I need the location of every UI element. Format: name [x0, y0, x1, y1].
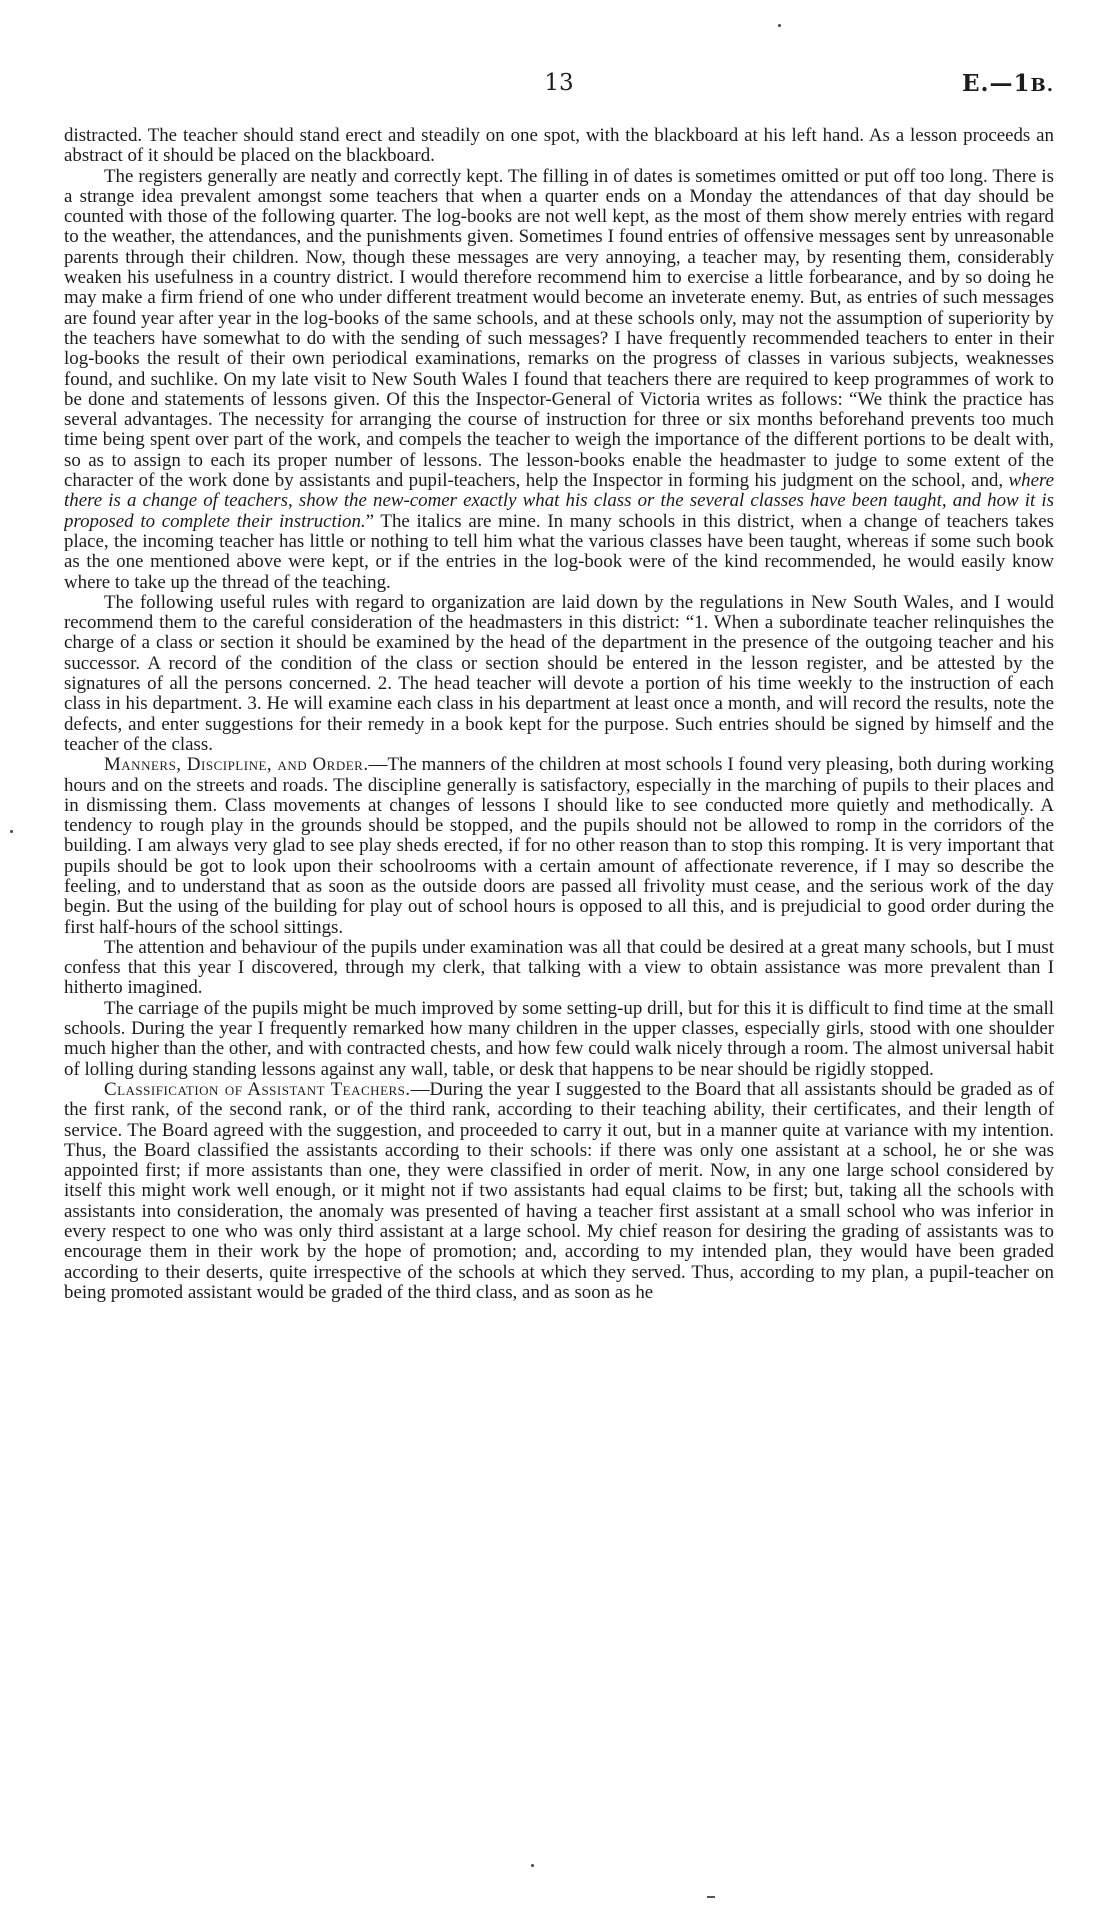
reference-prefix: E.—1 — [961, 70, 1031, 97]
paragraph-manners — [64, 755, 1054, 938]
paragraph-organization-rules — [64, 593, 1054, 755]
paragraph-continued — [64, 126, 1054, 167]
paragraph-text: The carriage of the pupils might be much improved by some setting-up drill, but for this it is difficult to find time at the small schools. During the year I frequently remarked how many children in the upper classes, especially girls, stood with one shoulder much higher than the other, and with contracted chests, and how few could walk nicely through a room. The almost universal habit of lolling during standing lessons against any wall, table, or desk that happens to be near should be rigidly stopped. — [64, 997, 1054, 1080]
section-heading: Manners, Discipline, and Order. — [104, 754, 369, 776]
paragraph-text: —During the year I suggested to the Board that all assistants should be graded as of the first rank, of the second rank, or of the third rank, according to their teaching ability, their certificates, and their length of service. The Board agreed with the suggestion, and proceeded to carry it out, but in a manner quite at variance with my intention. Thus, the Board classified the assistants according to their schools: if there was only one assistant at a school, he or she was appointed first; if more assistants than one, they were classified in order of merit. Now, in any one large school considered by itself this might work well enough, or it might not if two assistants had equal claims to be first; but, taking all the schools with assistants into consideration, the anomaly was presented of having a teacher first assistant at a small school who was inferior in every respect to one who was only third assistant at a large school. My chief reason for desiring the grading of assistants was to encourage them in their work by the hope of promotion; and, according to my intended plan, they would have been graded according to their deserts, quite irrespective of the schools at which they served. Thus, according to my plan, a pupil-teacher on being promoted assistant would be graded of the third class, and as soon as he — [64, 1078, 1054, 1303]
document-reference — [962, 70, 1054, 97]
paragraph-text: distracted. The teacher should stand erect and steadily on one spot, with the blackboard at his left hand. As a lesson proceeds an abstract of it should be placed on the blackboard. — [64, 126, 1054, 167]
scan-speck — [10, 830, 13, 833]
scan-speck — [707, 1896, 715, 1898]
body-text — [64, 126, 1054, 1892]
paragraph-registers — [64, 167, 1054, 593]
paragraph-attention — [64, 938, 1054, 999]
paragraph-text: The registers generally are neatly and correctly kept. The filling in of dates is sometimes omitted or put off too long. There is a strange idea prevalent amongst some teachers that when a quarter ends on a Monday the attendances of that day should be counted with those of the following quarter. The log-books are not well kept, as the most of them show merely entries with regard to the weather, the attendances, and the punishments given. Sometimes I found entries of offensive messages sent by unreasonable parents through their children. Now, though these messages are very annoying, a teacher may, by resenting them, considerably weaken his usefulness in a country district. I would therefore recommend him to exercise a little forbearance, and by so doing he may make a firm friend of one who under different treatment would become an inveterate enemy. But, as entries of such messages are found year after year in the log-books of the same schools, and at these schools only, may not the assumption of superiority by the teachers have somewhat to do with the sending of such messages? I have frequently recommended teachers to enter in their log-books the result of their own periodical examinations, remarks on the progress of classes in various subjects, weaknesses found, and suchlike. On my late visit to New South Wales I found that teachers there are required to keep programmes of work to be done and statements of lessons given. Of this the Inspector-General of Victoria writes as follows: “We think the practice has several advantages. The necessity for arranging the course of instruction for three or six months beforehand prevents too much time being spent over part of the work, and compels the teacher to weigh the importance of the different portions to be dealt with, so as to assign to each its proper number of lessons. The lesson-books enable the headmaster to judge to some extent of the character of the work done by assistants and pupil-teachers, help the Inspector in forming his judgment on the school, and, — [64, 165, 1054, 492]
reference-suffix: B. — [1030, 75, 1054, 96]
page-number: 13 — [544, 70, 574, 96]
paragraph-text: The attention and behaviour of the pupils under examination was all that could be desired at a great many schools, but I must confess that this year I discovered, through my clerk, that talking with a view to obtain assistance was more prevalent than I hitherto imagined. — [64, 936, 1054, 999]
italic-quote: where there is a change of teachers, show the new-comer exactly what his class or the several classes have been taught, and how it is proposed to complete their instruction. — [64, 470, 1054, 532]
paragraph-text: The following useful rules with regard to organization are laid down by the regulations in New South Wales, and I would recommend them to the careful consideration of the headmasters in this district: “1. When a subordinate teacher relinquishes the charge of a class or section it should be examined by the head of the department in the presence of the outgoing teacher and his successor. A record of the condition of the class or section should be entered in the lesson register, and be attested by the signatures of all the persons concerned. 2. The head teacher will devote a portion of his time weekly to the instruction of each class in his department. 3. He will examine each class in his department at least once a month, and will record the results, note the defects, and enter suggestions for their remedy in a book kept for the purpose. Such entries should be signed by himself and the teacher of the class. — [64, 591, 1054, 755]
scan-speck — [531, 1864, 534, 1867]
paragraph-text: —The manners of the children at most schools I found very pleasing, both during working hours and on the streets and roads. The discipline generally is satisfactory, especially in the marching of pupils to their places and in dismissing them. Class movements at changes of lessons I should like to see conducted more quietly and methodically. A tendency to rough play in the grounds should be stopped, and the pupils should not be allowed to romp in the corridors of the building. I am always very glad to see play sheds erected, if for no other reason than to stop this romping. It is very important that pupils should be got to look upon their schoolrooms with a certain amount of affectionate reverence, if I may so describe the feeling, and to understand that as soon as the outside doors are passed all frivolity must cease, and the serious work of the day begin. But the using of the building for play out of school hours is opposed to all this, and is prejudicial to good order during the first half-hours of the school sittings. — [64, 754, 1054, 938]
paragraph-carriage — [64, 999, 1054, 1080]
scan-speck — [778, 24, 781, 27]
paragraph-classification — [64, 1080, 1054, 1303]
page-header — [64, 70, 1054, 104]
paragraph-text: ” The italics are mine. In many schools in this district, when a change of teachers takes place, the incoming teacher has little or nothing to tell him what the various classes have been taught, whereas if some such book as the one mentioned above were kept, or if the entries in the log-book were of the kind recommended, he would easily know where to take up the thread of the teaching. — [64, 510, 1054, 593]
section-heading: Classification of Assistant Teachers. — [104, 1078, 411, 1100]
